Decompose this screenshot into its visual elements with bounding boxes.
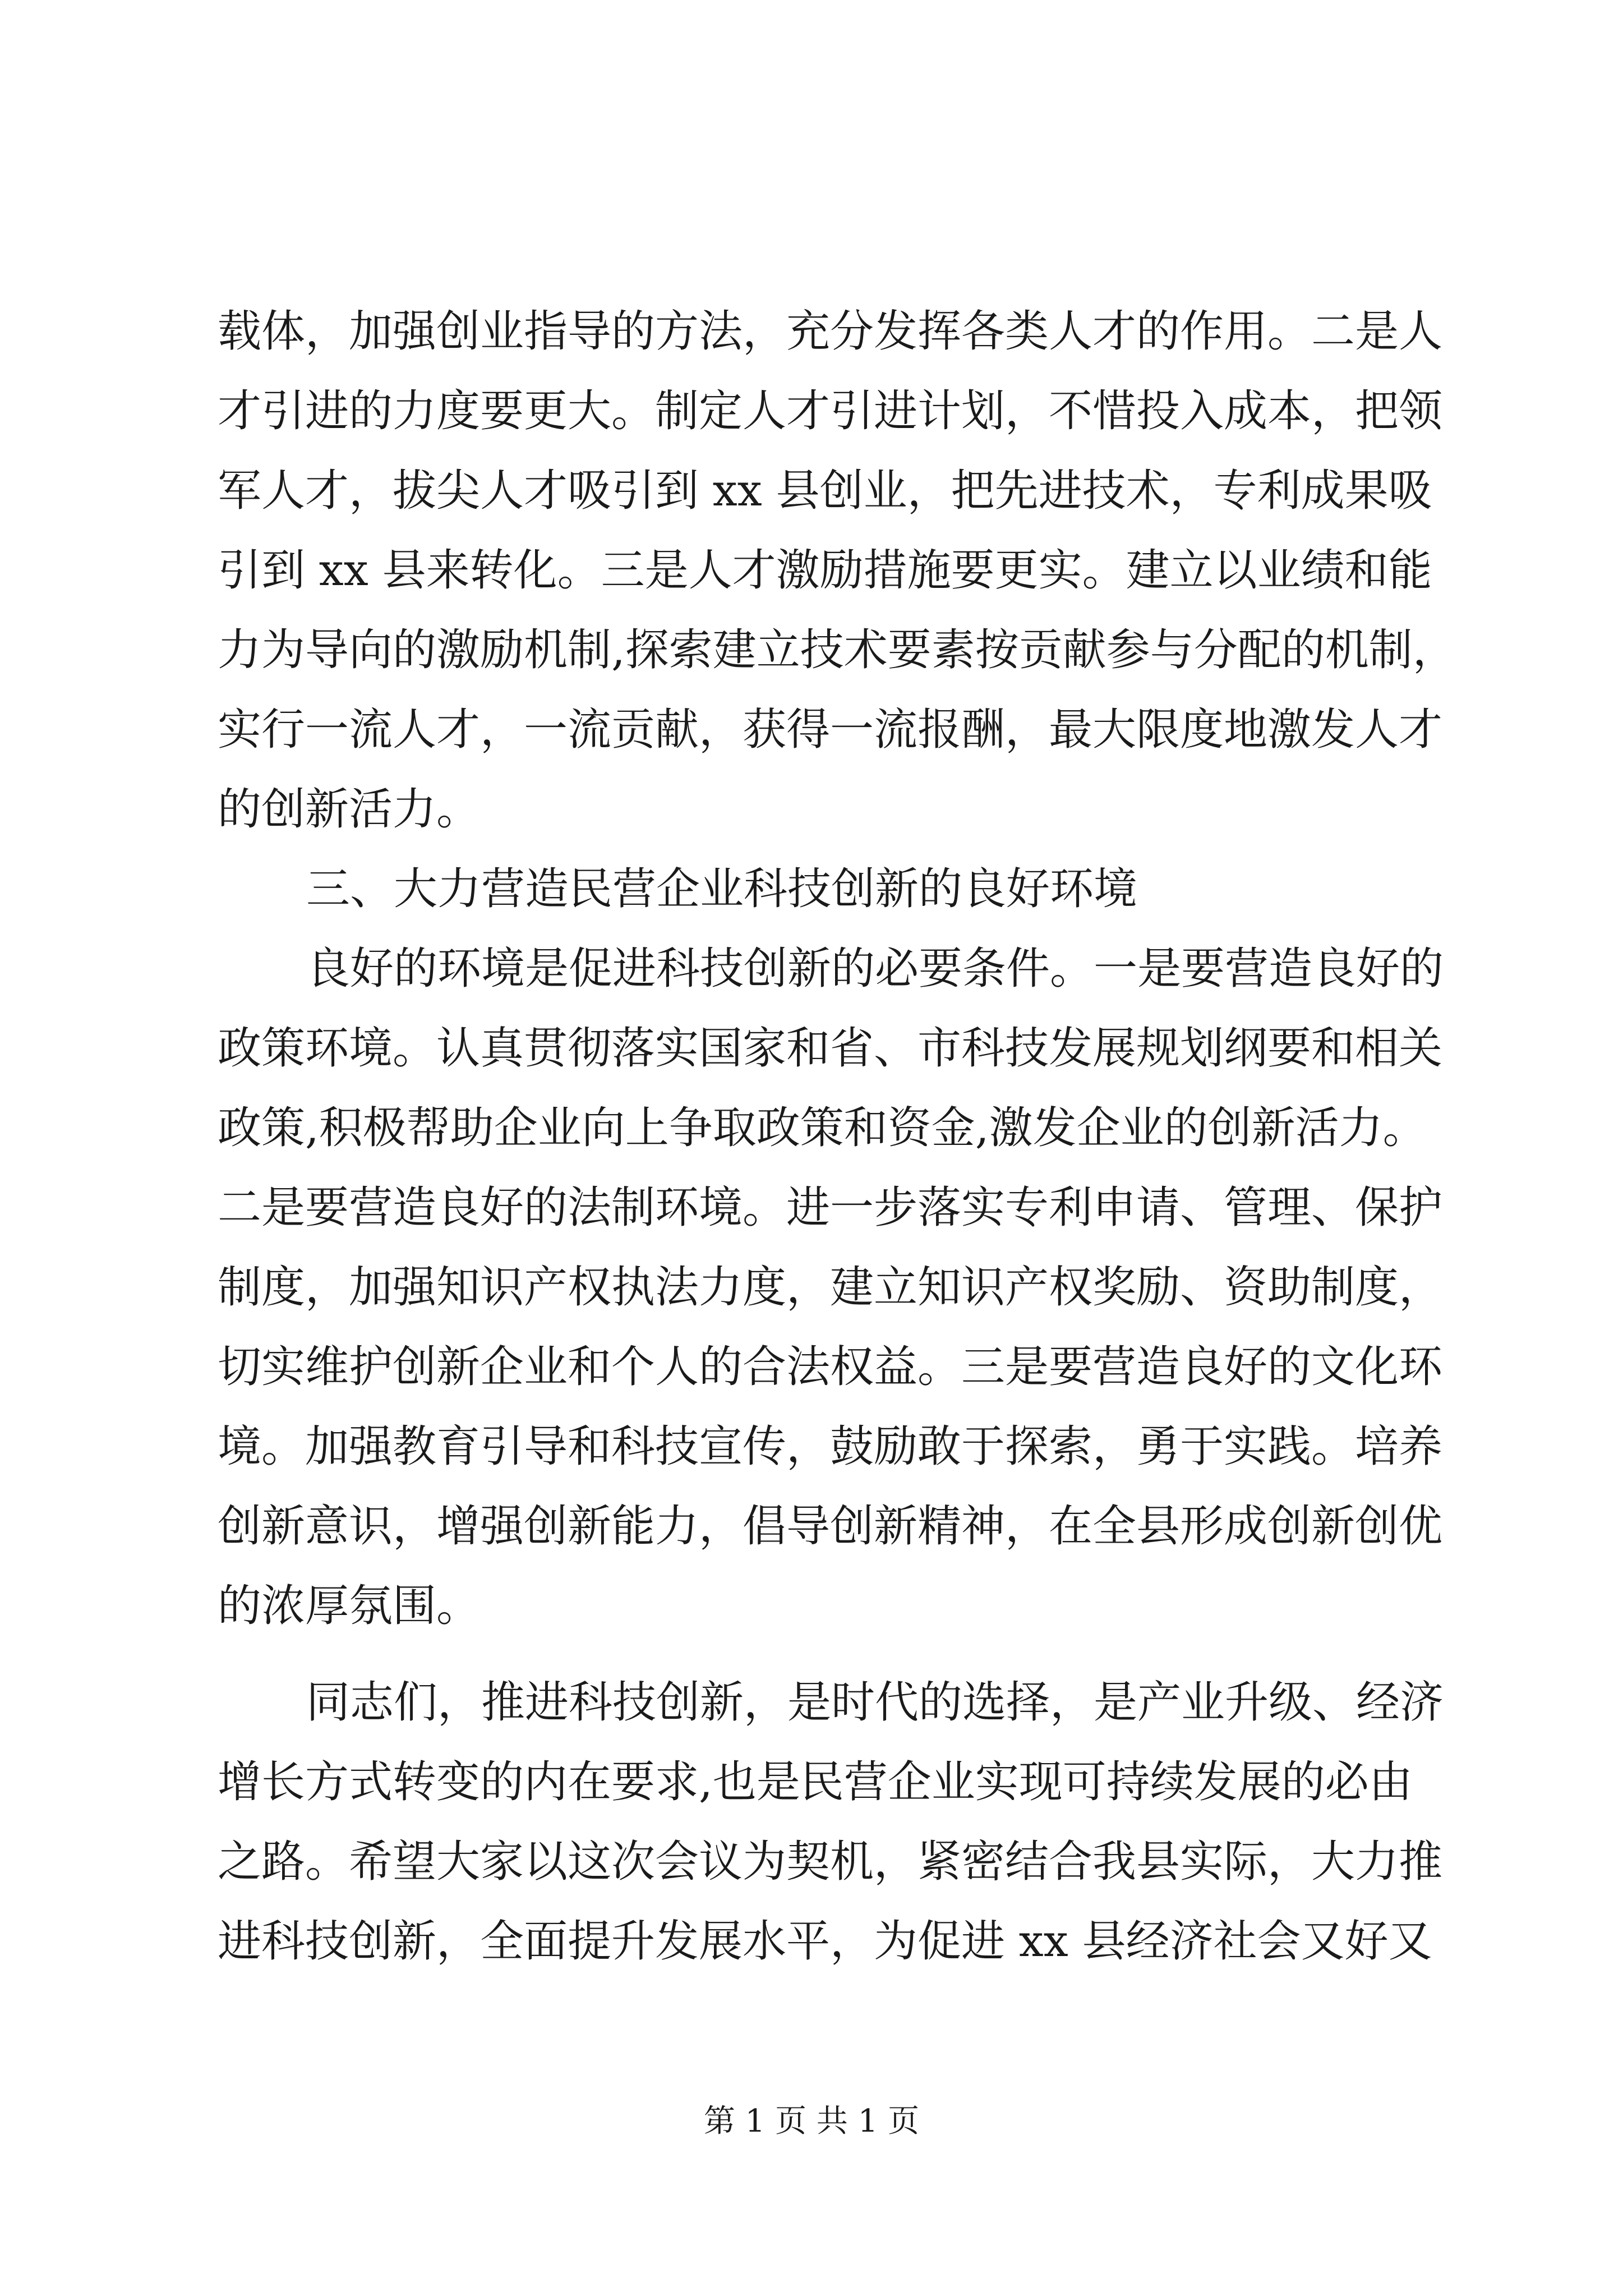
text-line: 二是要营造良好的法制环境。进一步落实专利申请、管理、保护 xyxy=(218,1182,1443,1233)
page-footer xyxy=(0,2099,1623,2144)
paragraph-continuation xyxy=(218,292,1456,849)
text-line: 切实维护创新企业和个人的合法权益。三是要营造良好的文化环 xyxy=(218,1342,1443,1392)
text-line: 的浓厚氛围。 xyxy=(218,1581,481,1631)
text-line: 载体，加强创业指导的方法，充分发挥各类人才的作用。二是人 xyxy=(218,306,1443,357)
paragraph xyxy=(218,1663,1444,1981)
text-line: 力为导向的激励机制,探索建立技术要素按贡献参与分配的机制， xyxy=(218,625,1456,675)
paragraph xyxy=(218,929,1444,1646)
text-line: 实行一流人才，一流贡献，获得一流报酬，最大限度地激发人才 xyxy=(218,705,1443,755)
text-line: 增长方式转变的内在要求,也是民营企业实现可持续发展的必由 xyxy=(218,1757,1413,1807)
text-line: 良好的环境是促进科技创新的必要条件。一是要营造良好的 xyxy=(306,944,1444,994)
text-line: 的创新活力。 xyxy=(218,784,481,835)
text-line: 创新意识，增强创新能力，倡导创新精神，在全县形成创新创优 xyxy=(218,1501,1443,1552)
text-line: 制度，加强知识产权执法力度，建立知识产权奖励、资助制度， xyxy=(218,1262,1443,1313)
text-line: 引到 xx 县来转化。三是人才激励措施要更实。建立以业绩和能 xyxy=(218,545,1432,596)
text-line: 军人才，拔尖人才吸引到 xx 县创业，把先进技术，专利成果吸 xyxy=(218,466,1432,516)
text-line: 政策,积极帮助企业向上争取政策和资金,激发企业的创新活力。 xyxy=(218,1103,1427,1153)
text-line: 同志们，推进科技创新，是时代的选择，是产业升级、经济 xyxy=(306,1677,1444,1728)
section-heading-text: 三、大力营造民营企业科技创新的良好环境 xyxy=(306,864,1138,914)
text-line: 才引进的力度要更大。制定人才引进计划，不惜投入成本，把领 xyxy=(218,386,1443,436)
section-heading xyxy=(218,849,1412,929)
text-line: 之路。希望大家以这次会议为契机，紧密结合我县实际，大力推 xyxy=(218,1837,1443,1887)
text-line: 进科技创新，全面提升发展水平，为促进 xx 县经济社会又好又 xyxy=(218,1916,1432,1967)
page-number-label: 第 1 页 共 1 页 xyxy=(703,2103,920,2139)
paragraph-gap xyxy=(218,1646,1412,1663)
text-line: 境。加强教育引导和科技宣传，鼓励敢于探索，勇于实践。培养 xyxy=(218,1421,1443,1472)
text-line: 政策环境。认真贯彻落实国家和省、市科技发展规划纲要和相关 xyxy=(218,1023,1443,1074)
body-text xyxy=(218,292,1456,1981)
